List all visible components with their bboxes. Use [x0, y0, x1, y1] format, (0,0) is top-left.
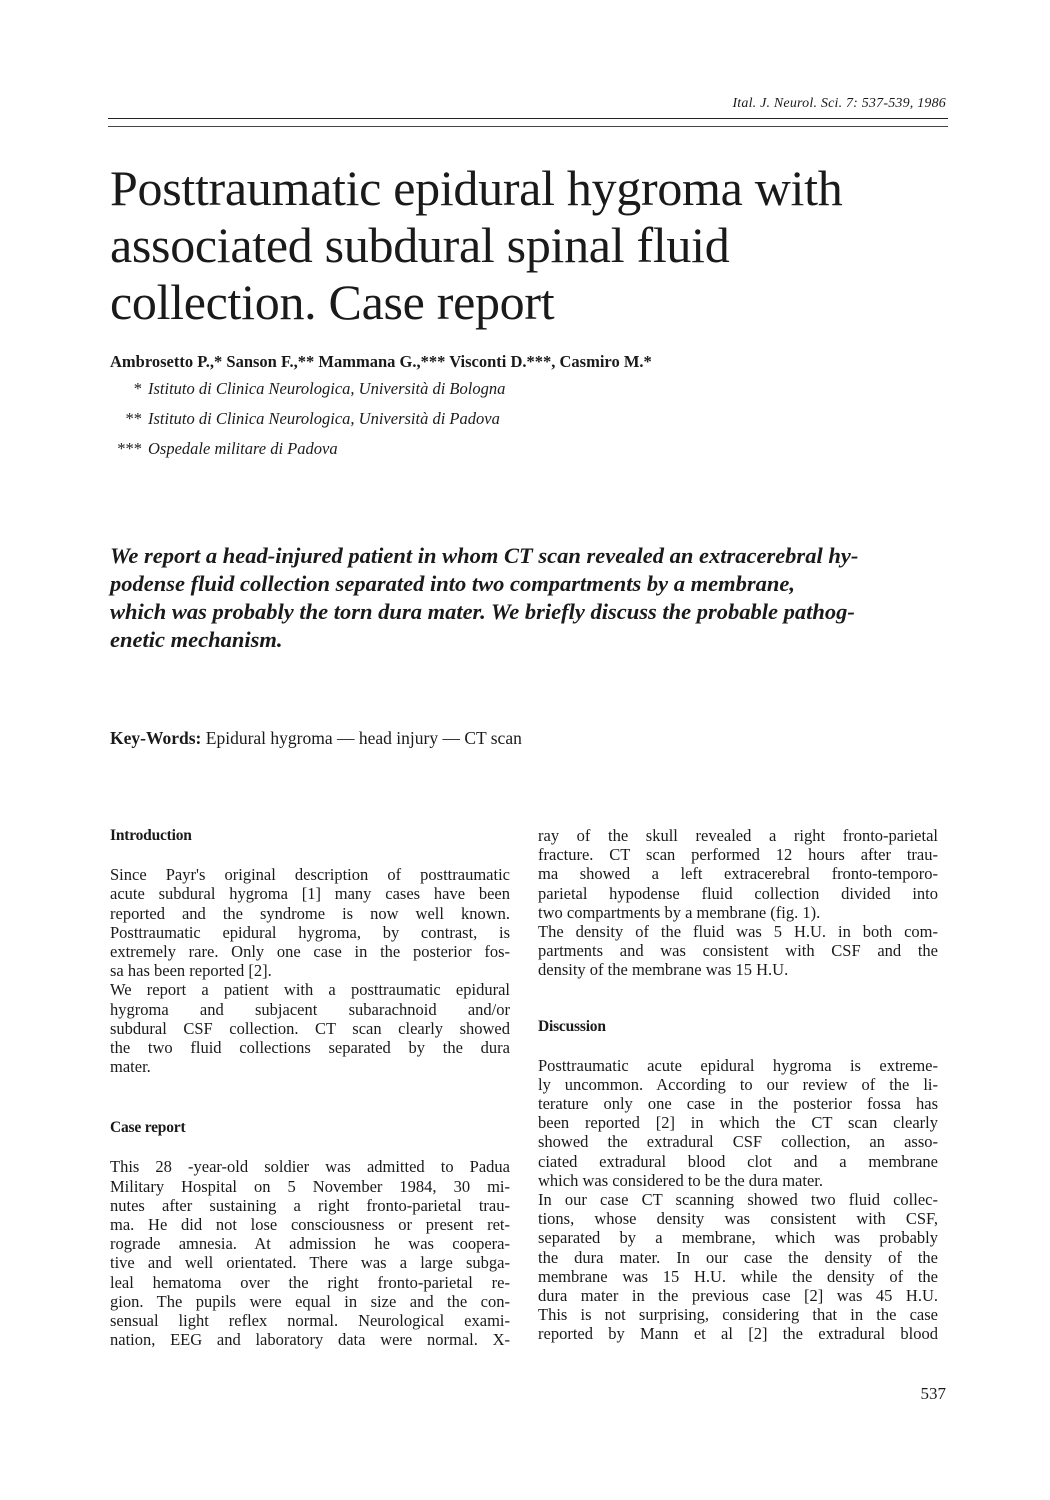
text-line: partments and was consistent with CSF and the: [538, 941, 938, 961]
page-number: 537: [920, 1384, 946, 1403]
right-column: [538, 826, 938, 1344]
text-line: Posttraumatic epidural hygroma, by contrast, is: [110, 922, 510, 942]
text-line: reported and the syndrome is now well known.: [110, 903, 510, 923]
article-title: [110, 160, 950, 331]
text-line: fracture. CT scan performed 12 hours after trau-: [538, 845, 938, 865]
keywords: [110, 728, 522, 749]
discussion-body: [538, 1056, 938, 1344]
text-line: tions, whose density was consistent with CSF,: [538, 1209, 938, 1229]
abstract-line: enetic mechanism.: [110, 627, 283, 652]
text-line: This is not surprising, considering that in the case: [538, 1305, 938, 1325]
header-rule-top: [108, 118, 948, 119]
text-line: the two fluid collections separated by the dura: [110, 1037, 510, 1057]
text-line: mater.: [110, 1057, 151, 1077]
affiliation-text: Istituto di Clinica Neurologica, Università di Bologna: [148, 379, 506, 398]
text-line: rograde amnesia. At admission he was coopera-: [110, 1234, 510, 1254]
text-line: Military Hospital on 5 November 1984, 30 mi-: [110, 1176, 510, 1196]
keywords-label: Key-Words:: [110, 728, 202, 748]
section-heading-discussion: Discussion: [538, 1017, 606, 1035]
text-line: extremely rare. Only one case in the posterior fos-: [110, 941, 510, 961]
text-line: Since Payr's original description of posttraumatic: [110, 865, 510, 885]
text-line: ly uncommon. According to our review of the li-: [538, 1074, 938, 1094]
abstract-line: podense fluid collection separated into two compartments by a membrane,: [110, 571, 795, 596]
affiliation-text: Ospedale militare di Padova: [148, 439, 338, 458]
text-line: ciated extradural blood clot and a membrane: [538, 1151, 938, 1171]
affiliation-mark: *: [133, 379, 142, 398]
text-line: ma showed a left extracerebral fronto-temporo-: [538, 864, 938, 884]
title-line: Posttraumatic epidural hygroma with: [110, 160, 843, 216]
section-heading-case-report: Case report: [110, 1119, 186, 1137]
text-line: two compartments by a membrane (fig. 1).: [538, 902, 821, 922]
left-column: [110, 826, 510, 1349]
text-line: This 28 -year-old soldier was admitted to Padua: [110, 1157, 510, 1177]
case-report-continued: [538, 826, 938, 980]
text-line: subdural CSF collection. CT scan clearly showed: [110, 1018, 510, 1038]
text-line: parietal hypodense fluid collection divided into: [538, 883, 938, 903]
text-line: density of the membrane was 15 H.U.: [538, 960, 789, 980]
affiliation-text: Istituto di Clinica Neurologica, Università di Padova: [148, 409, 500, 428]
text-line: nutes after sustaining a right fronto-parietal trau-: [110, 1195, 510, 1215]
introduction-body: [110, 865, 510, 1076]
text-line: tive and well orientated. There was a large subga-: [110, 1253, 510, 1273]
journal-citation: Ital. J. Neurol. Sci. 7: 537-539, 1986: [732, 96, 946, 111]
text-line: leal hematoma over the right fronto-parietal re-: [110, 1272, 510, 1292]
affiliation-mark: ***: [117, 439, 142, 458]
text-line: showed the extradural CSF collection, an asso-: [538, 1132, 938, 1152]
text-line: ray of the skull revealed a right fronto-parietal: [538, 826, 938, 845]
text-line: which was considered to be the dura mater.: [538, 1170, 823, 1190]
abstract-line: We report a head-injured patient in whom CT scan revealed an extracerebral hy-: [110, 543, 859, 568]
section-heading-introduction: Introduction: [110, 827, 192, 844]
text-line: acute subdural hygroma [1] many cases have been: [110, 884, 510, 904]
case-report-body: [110, 1157, 510, 1349]
keywords-text: Epidural hygroma — head injury — CT scan: [205, 728, 522, 748]
text-line: reported by Mann et al [2] the extradural blood: [538, 1324, 938, 1344]
text-line: sensual light reflex normal. Neurological exami-: [110, 1310, 510, 1330]
abstract: [110, 542, 952, 654]
text-line: gion. The pupils were equal in size and the con-: [110, 1291, 510, 1311]
text-line: sa has been reported [2].: [110, 961, 272, 981]
text-line: dura mater in the previous case [2] was 45 H.U.: [538, 1285, 938, 1305]
text-line: terature only one case in the posterior fossa has: [538, 1094, 938, 1114]
text-line: In our case CT scanning showed two fluid collec-: [538, 1190, 938, 1210]
author-list: Ambrosetto P.,* Sanson F.,** Mammana G.,*** Visconti D.***, Casmiro M.*: [110, 352, 652, 371]
affiliation-mark: **: [125, 409, 142, 428]
text-line: membrane was 15 H.U. while the density of the: [538, 1266, 938, 1286]
abstract-line: which was probably the torn dura mater. We briefly discuss the probable pathog-: [110, 599, 855, 624]
text-line: hygroma and subjacent subarachnoid and/or: [110, 999, 510, 1019]
header-rule-bottom: [108, 126, 948, 127]
text-line: The density of the fluid was 5 H.U. in both com-: [538, 921, 938, 941]
text-line: been reported [2] in which the CT scan clearly: [538, 1113, 938, 1133]
text-line: Posttraumatic acute epidural hygroma is extreme-: [538, 1055, 938, 1075]
text-line: the dura mater. In our case the density of the: [538, 1247, 938, 1267]
title-line: associated subdural spinal fluid: [110, 217, 730, 273]
text-line: ma. He did not lose consciousness or present ret-: [110, 1215, 510, 1235]
text-line: We report a patient with a posttraumatic epidural: [110, 980, 510, 1000]
title-line: collection. Case report: [110, 274, 555, 330]
text-line: nation, EEG and laboratory data were normal. X-: [110, 1330, 510, 1350]
text-line: separated by a membrane, which was probably: [538, 1228, 938, 1248]
